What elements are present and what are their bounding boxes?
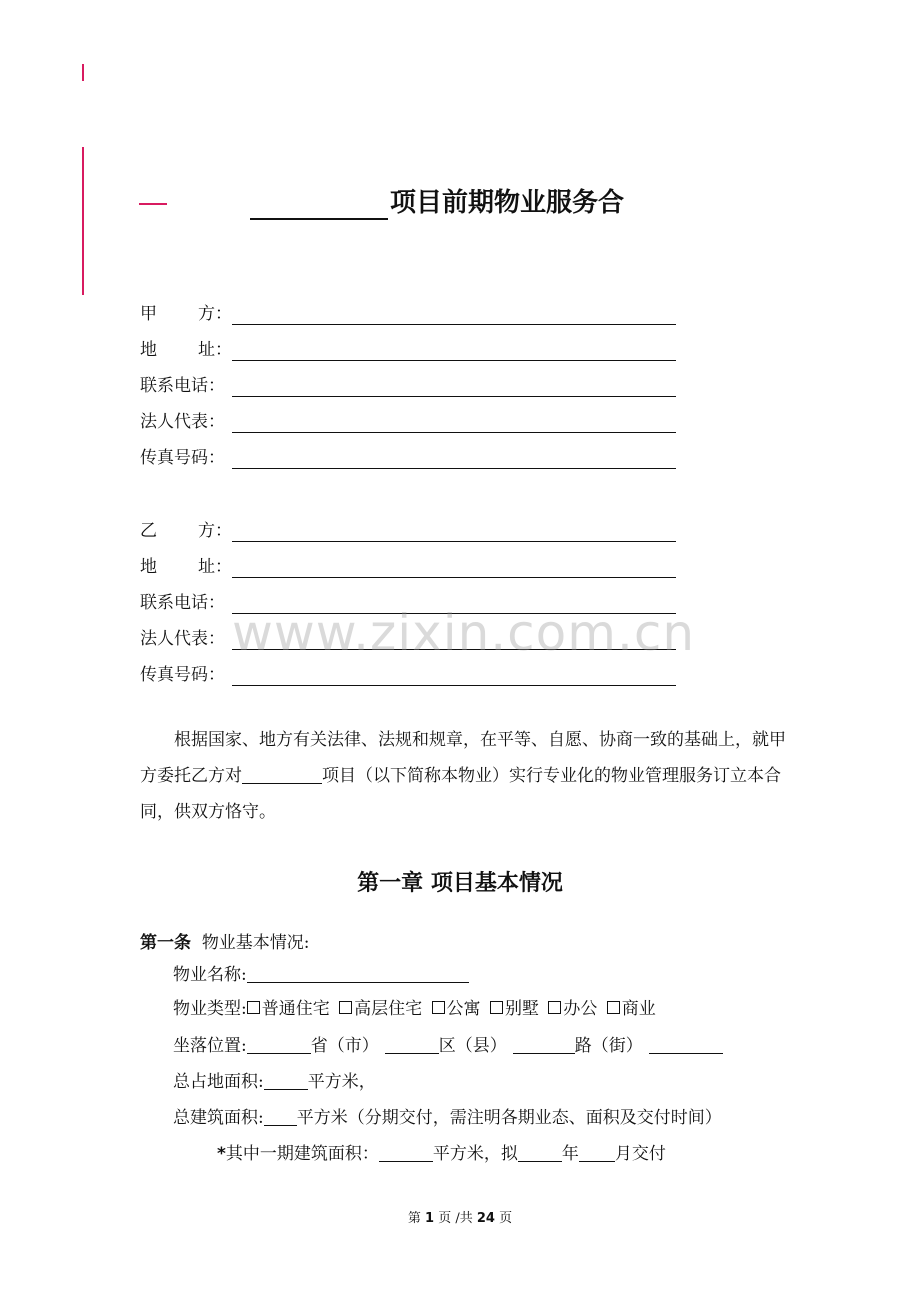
party-label: 联系电话： [140,593,225,613]
street-number-field[interactable] [649,1033,723,1054]
party-label: 地 址： [140,557,232,577]
building-area-row: 总建筑面积: 平方米（分期交付，需注明各期业态、面积及交付时间） [173,1105,722,1130]
road-field[interactable] [513,1033,575,1054]
property-type-label: 物业类型: [173,999,247,1019]
party-label: 传真号码： [140,665,225,685]
party-label: 法人代表： [140,629,225,649]
phase-star: * [217,1144,226,1164]
land-area-row: 总占地面积: 平方米， [173,1069,376,1094]
party-a-fax-field[interactable] [232,448,676,469]
party-b-fax-field[interactable] [232,665,676,686]
phase-month-field[interactable] [579,1141,615,1162]
chapter-heading: 第一章 项目基本情况 [357,871,563,896]
party-b-name-field[interactable] [232,521,676,542]
intro-text-2: 项目（以下简称本物业）实行专业化的物业管理服务订立本合同，供双方恪守。 [140,766,781,822]
total-pages: 24 [476,1211,495,1226]
property-name-row [173,962,469,987]
margin-mark-long [82,147,84,295]
article-title: 物业基本情况: [201,933,310,953]
location-row: 坐落位置: 省（市） 区（县） 路（街） [173,1033,723,1058]
title-text: 项目前期物业服务合 [390,188,625,218]
party-a-address-field[interactable] [232,340,676,361]
checkbox-high-rise-residence[interactable] [339,1001,352,1014]
checkbox-office[interactable] [548,1001,561,1014]
phase-year-field[interactable] [518,1141,562,1162]
party-a-name-field[interactable] [232,304,676,325]
party-a-phone-field[interactable] [232,376,676,397]
article-number: 第一条 [140,933,191,953]
party-b-name-row [140,518,676,542]
intro-paragraph [140,722,790,830]
land-area-label: 总占地面积: [173,1072,264,1092]
party-label: 地 址： [140,340,232,360]
checkbox-apartment[interactable] [432,1001,445,1014]
title-project-blank[interactable] [250,184,388,220]
contract-title [250,180,624,220]
property-name-field[interactable] [247,962,469,983]
phase-label: 其中一期建筑面积： [225,1144,379,1164]
party-b-fax-row [140,662,676,686]
intro-text-1: 根据国家、地方有关法律、法规和规章，在平等、自愿、协商一致的基础上，就甲方委托乙方对 [140,730,786,786]
district-field[interactable] [385,1033,439,1054]
margin-mark-dash [139,203,167,205]
checkbox-commercial[interactable] [607,1001,620,1014]
checkbox-villa[interactable] [490,1001,503,1014]
party-b-address-field[interactable] [232,557,676,578]
intro-project-blank[interactable] [242,763,322,784]
land-area-field[interactable] [264,1069,308,1090]
phase-area-field[interactable] [379,1141,433,1162]
location-label: 坐落位置: [173,1036,247,1056]
building-area-field[interactable] [264,1105,297,1126]
party-a-address-row [140,337,676,361]
party-a-name-row [140,301,676,325]
party-a-legal-rep-row [140,409,676,433]
watermark: www.zixin.com.cn [232,604,696,662]
party-label: 联系电话： [140,376,225,396]
party-label: 法人代表： [140,412,225,432]
phase-one-row: *其中一期建筑面积： 平方米，拟 年 月交付 [217,1141,666,1166]
party-a-fax-row [140,445,676,469]
party-label: 乙 方： [140,521,232,541]
province-field[interactable] [247,1033,311,1054]
page-number: 1 [425,1211,435,1226]
building-area-label: 总建筑面积: [173,1108,264,1128]
page-footer: 第 1 页 /共 24 页 [407,1211,513,1226]
party-b-address-row [140,554,676,578]
margin-mark-top [82,64,84,81]
party-a-phone-row [140,373,676,397]
article-heading [140,931,310,955]
party-a-legal-rep-field[interactable] [232,412,676,433]
property-name-label: 物业名称: [173,965,247,985]
party-label: 甲 方： [140,304,232,324]
party-label: 传真号码： [140,448,225,468]
checkbox-ordinary-residence[interactable] [247,1001,260,1014]
property-type-row: 物业类型: 普通住宅 高层住宅 公寓 别墅 办公 商业 [173,999,656,1019]
